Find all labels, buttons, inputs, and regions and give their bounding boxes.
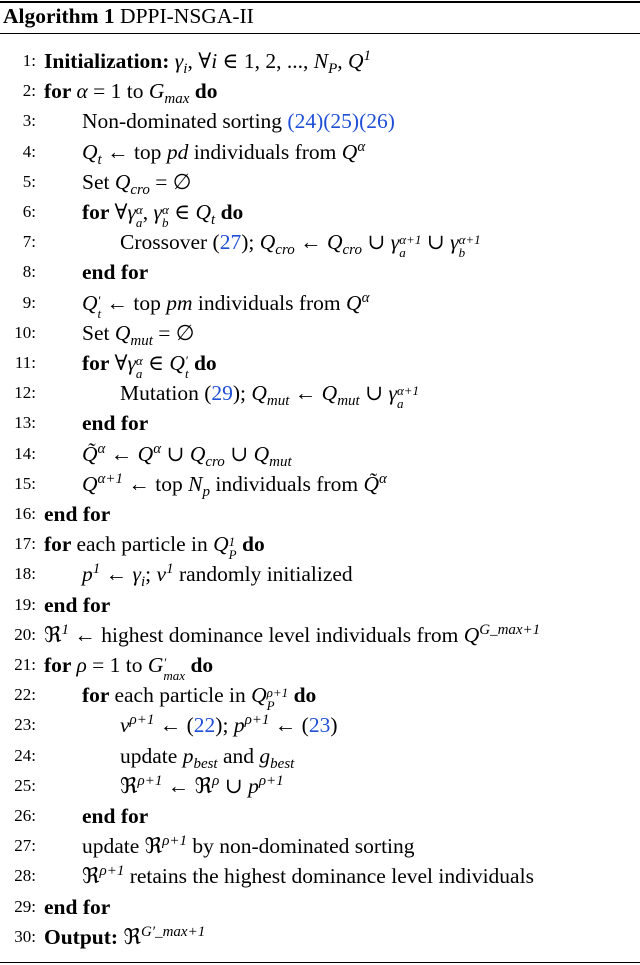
line-number: 7: — [22, 232, 36, 252]
line-content — [44, 892, 110, 922]
keyword: Output: — [44, 924, 124, 949]
math-symbol: γ — [132, 562, 141, 587]
text: ← — [294, 230, 327, 255]
text: ∪ — [219, 773, 249, 798]
subscript: mut — [337, 393, 360, 410]
superscript: α — [361, 289, 370, 306]
superscript: α — [135, 202, 143, 217]
line-content — [44, 499, 110, 529]
text: ∀ — [114, 200, 128, 224]
line-content — [82, 348, 217, 380]
subscript: b — [161, 215, 169, 230]
line-number: 26: — [14, 806, 36, 825]
line-number: 2: — [22, 81, 36, 101]
line-content — [44, 650, 213, 682]
line-content — [82, 197, 243, 229]
math-symbol: γ — [450, 230, 459, 255]
text: Set — [82, 320, 115, 345]
superscript: ρ+1 — [137, 772, 163, 789]
superscript: 1 — [61, 621, 70, 638]
line-number: 23: — [14, 715, 36, 735]
math-symbol: N — [313, 49, 329, 73]
math-symbol: ρ — [76, 653, 87, 677]
subscript: mut — [266, 393, 290, 410]
math-symbol: γ — [388, 381, 397, 406]
math-symbol: Q — [137, 441, 154, 466]
line-content — [82, 318, 195, 349]
line-number: 22: — [14, 685, 36, 705]
superscript: G′_max+1 — [140, 923, 206, 940]
text: ℜ — [82, 864, 100, 889]
superscript: α+1 — [399, 232, 422, 248]
line-number: 1: — [22, 51, 36, 70]
keyword: do — [236, 532, 265, 557]
superscript: 1 — [166, 561, 174, 578]
sup-sub-stack — [399, 233, 421, 259]
sup-sub-stack — [397, 384, 419, 410]
subscript: max — [164, 91, 190, 108]
line-number: 13: — [14, 413, 36, 433]
keyword: Initialization: — [44, 49, 175, 73]
sup-sub-stack — [163, 656, 185, 682]
line-number: 19: — [14, 594, 36, 614]
text: , — [142, 200, 154, 224]
line-number: 6: — [22, 202, 36, 221]
superscript: α — [357, 138, 366, 155]
keyword: do — [185, 653, 214, 677]
keyword: for — [82, 683, 115, 708]
superscript: ρ+1 — [244, 712, 270, 729]
text: = 1 to — [86, 653, 148, 677]
text: ℜ — [123, 924, 141, 949]
subscript: t — [97, 151, 102, 168]
line-number: 14: — [14, 443, 36, 463]
line-content — [82, 167, 191, 198]
text: ∈ 1, 2, ..., — [217, 49, 314, 73]
math-symbol: Q — [321, 381, 338, 406]
line-number: 12: — [14, 383, 36, 403]
math-symbol: v — [120, 713, 130, 738]
math-symbol: γ — [390, 230, 400, 255]
subscript: best — [193, 755, 218, 772]
text: ← ( — [269, 713, 309, 738]
text: ); — [215, 713, 234, 738]
math-symbol: Q — [253, 441, 270, 466]
math-symbol: Q — [169, 351, 185, 375]
sup-sub-stack — [459, 233, 481, 259]
text: ← highest dominance level individuals from — [69, 622, 464, 647]
text: , ∀ — [187, 49, 212, 73]
sup-sub-stack — [162, 203, 169, 229]
line-content — [120, 771, 284, 801]
equation-reference-link[interactable]: 29 — [211, 381, 233, 406]
subscript: a — [135, 366, 143, 381]
keyword: do — [189, 79, 218, 104]
sup-sub-stack — [136, 354, 143, 380]
superscript: α — [135, 353, 143, 368]
text: ; — [145, 562, 157, 587]
text: ∪ — [161, 441, 190, 466]
line-content — [120, 741, 294, 772]
subscript: t — [97, 305, 102, 321]
text: ∪ — [224, 441, 254, 466]
math-symbol: Q — [82, 290, 98, 315]
line-number: 4: — [22, 141, 36, 161]
math-symbol: Q — [114, 169, 131, 194]
text: ∪ — [361, 230, 391, 255]
math-symbol: Q — [82, 139, 98, 164]
text: each particle in — [114, 683, 252, 708]
text: ← top — [101, 139, 167, 164]
equation-reference-link[interactable]: 27 — [219, 230, 242, 255]
text: Crossover ( — [120, 230, 220, 255]
text: individuals from — [192, 290, 347, 315]
line-content — [82, 288, 369, 320]
superscript: ′ — [184, 353, 188, 368]
math-symbol: Q — [251, 381, 267, 406]
keyword: end for — [82, 411, 149, 436]
keyword: end for — [44, 502, 111, 526]
line-number: 27: — [14, 836, 36, 856]
math-symbol: α — [76, 79, 88, 104]
line-content — [82, 831, 415, 861]
line-content — [120, 227, 481, 259]
math-symbol: G — [147, 653, 164, 677]
equation-reference-link[interactable]: (25) — [323, 109, 360, 134]
line-content — [82, 106, 395, 136]
line-number: 10: — [14, 322, 36, 342]
equation-reference-link[interactable]: 23 — [308, 713, 331, 738]
math-symbol: γ — [127, 200, 136, 224]
math-symbol: Q — [195, 200, 212, 224]
math-symbol: p — [233, 713, 245, 738]
text: individuals from — [209, 471, 364, 496]
line-content — [82, 257, 148, 287]
text: , — [337, 49, 348, 73]
math-symbol: Q — [82, 471, 98, 496]
math-symbol: G — [148, 79, 165, 104]
superscript: ′ — [163, 655, 167, 670]
line-content — [44, 590, 110, 620]
subscript: a — [399, 245, 406, 261]
text: ← top — [123, 471, 189, 496]
math-symbol: Q — [347, 49, 364, 73]
subscript: P — [266, 698, 275, 714]
algorithm-name: DPPI-NSGA-II — [120, 4, 254, 28]
superscript: α+1 — [97, 470, 124, 487]
line-content — [44, 46, 371, 77]
text: ∀ — [114, 351, 128, 375]
text: ← — [105, 441, 138, 466]
subscript: P — [228, 547, 237, 563]
keyword: do — [288, 683, 317, 708]
superscript: ′ — [97, 292, 101, 308]
line-number: 15: — [14, 473, 36, 493]
line-number: 17: — [14, 534, 36, 554]
line-number: 5: — [22, 171, 36, 191]
text: individuals from — [188, 139, 342, 164]
line-number: 24: — [14, 745, 36, 765]
line-number: 8: — [22, 262, 36, 282]
math-symbol: pm — [166, 290, 193, 315]
sup-sub-stack — [136, 203, 143, 229]
subscript: i — [140, 574, 146, 591]
equation-reference-link[interactable]: (24) — [287, 109, 324, 134]
text: = 1 to — [87, 79, 149, 104]
text: Mutation ( — [120, 381, 212, 406]
math-symbol: pd — [166, 139, 189, 164]
subscript: max — [163, 668, 186, 683]
superscript: 1 — [92, 561, 101, 578]
line-content — [82, 680, 316, 712]
text: ← ℜ — [162, 773, 213, 798]
line-content — [82, 801, 148, 831]
text: each particle in — [76, 532, 214, 557]
text: randomly initialized — [173, 562, 353, 587]
text: ∪ — [421, 230, 451, 255]
subscript: i — [183, 61, 188, 77]
superscript: ρ+1 — [162, 833, 188, 850]
keyword: for — [44, 79, 77, 104]
text: ← top — [101, 290, 167, 315]
subscript: a — [396, 396, 404, 412]
math-symbol: p — [182, 743, 194, 768]
algorithm-title — [3, 4, 254, 29]
line-number: 21: — [14, 655, 36, 674]
text: and — [217, 743, 260, 768]
superscript: ρ+1 — [258, 772, 284, 789]
keyword: for — [44, 532, 77, 557]
top-rule — [0, 1, 640, 3]
keyword: for — [82, 351, 115, 375]
subscript: cro — [342, 242, 362, 259]
equation-reference-link[interactable]: 22 — [193, 713, 216, 738]
keyword: for — [44, 653, 77, 677]
superscript: ρ — [212, 772, 220, 789]
sup-sub-stack — [267, 686, 289, 712]
math-symbol: v — [156, 562, 167, 587]
text: ∈ — [168, 200, 196, 224]
line-number: 20: — [14, 624, 36, 644]
keyword: end for — [44, 894, 111, 919]
math-symbol: γ — [174, 49, 184, 73]
math-symbol: Q̃ — [82, 441, 98, 466]
line-content — [82, 408, 148, 438]
line-number: 16: — [14, 504, 36, 523]
keyword: end for — [82, 260, 149, 285]
math-symbol: N — [188, 471, 203, 496]
keyword: do — [215, 200, 244, 224]
text: update — [120, 743, 183, 768]
line-content — [82, 137, 365, 168]
line-content — [120, 710, 337, 740]
math-symbol: Q — [326, 230, 343, 255]
text: = ∅ — [152, 320, 195, 345]
line-number: 28: — [14, 866, 36, 886]
subscript: p — [202, 483, 210, 500]
math-symbol: Q — [251, 683, 267, 708]
text: update ℜ — [82, 834, 163, 859]
line-content — [44, 922, 205, 952]
line-number: 3: — [22, 111, 36, 131]
keyword: do — [188, 351, 217, 375]
math-symbol: Q — [341, 139, 358, 164]
subscript: cro — [130, 181, 150, 198]
superscript: ρ+1 — [266, 685, 289, 701]
subscript: t — [184, 366, 189, 381]
text: ); — [241, 230, 260, 255]
keyword: for — [82, 200, 115, 224]
text: ← — [289, 381, 322, 406]
math-symbol: Q — [114, 320, 131, 345]
line-number: 9: — [22, 292, 36, 312]
text: = ∅ — [149, 169, 192, 194]
text: Set — [82, 169, 115, 194]
math-symbol: γ — [153, 200, 162, 224]
subscript: a — [135, 215, 143, 230]
line-number: 30: — [14, 926, 36, 946]
superscript: α+1 — [458, 232, 481, 248]
subscript: t — [211, 212, 216, 228]
math-symbol: p — [82, 562, 93, 587]
superscript: ρ+1 — [99, 863, 125, 880]
text: by non-dominated sorting — [187, 834, 415, 859]
text: retains the highest dominance level individuals — [124, 864, 534, 889]
sup-sub-stack — [229, 535, 237, 561]
subscript: P — [328, 61, 338, 77]
superscript: 1 — [363, 48, 372, 64]
keyword: end for — [82, 804, 149, 828]
line-content — [82, 439, 292, 470]
math-symbol: Q̃ — [363, 471, 379, 496]
line-number: 29: — [14, 896, 36, 916]
subscript: cro — [205, 453, 225, 470]
math-symbol: Q — [259, 230, 276, 255]
text: ∪ — [359, 381, 389, 406]
line-content — [82, 559, 353, 590]
math-symbol: Q — [463, 622, 480, 647]
math-symbol: p — [248, 773, 259, 798]
text: ℜ — [120, 773, 138, 798]
subscript: best — [270, 755, 295, 772]
subscript: mut — [130, 332, 153, 349]
superscript: ρ+1 — [129, 712, 155, 729]
algorithm-label: Algorithm 1 — [3, 4, 115, 28]
text: ∈ — [142, 351, 170, 375]
subscript: cro — [275, 242, 295, 259]
math-symbol: g — [259, 743, 271, 768]
math-symbol: Q — [346, 290, 362, 315]
subscript: b — [458, 245, 466, 261]
line-content — [44, 76, 217, 107]
superscript: α — [379, 470, 387, 487]
superscript: α+1 — [396, 383, 420, 399]
text: ) — [330, 713, 338, 738]
text: ℜ — [44, 622, 62, 647]
math-symbol: Q — [213, 532, 229, 557]
superscript: G_max+1 — [479, 621, 541, 638]
superscript: α — [161, 202, 169, 217]
superscript: α — [153, 440, 162, 457]
line-content — [82, 861, 534, 891]
line-number: 11: — [14, 353, 36, 372]
math-symbol: γ — [127, 351, 136, 375]
text: ← ( — [154, 713, 194, 738]
line-number: 18: — [14, 564, 36, 584]
title-rule — [0, 33, 640, 34]
keyword: end for — [44, 592, 111, 617]
bottom-rule — [0, 962, 640, 963]
line-number: 25: — [14, 775, 36, 795]
subscript: mut — [269, 453, 292, 470]
math-symbol: Q — [189, 441, 206, 466]
superscript: 1 — [228, 534, 236, 550]
equation-reference-link[interactable]: (26) — [359, 109, 395, 134]
line-content — [44, 620, 540, 650]
text: ); — [232, 381, 252, 406]
text: ← — [100, 562, 133, 587]
superscript: α — [97, 440, 106, 457]
line-content — [82, 469, 387, 500]
line-content — [44, 529, 265, 561]
math-symbol: i — [211, 49, 218, 73]
text: Non-dominated sorting — [82, 109, 288, 134]
line-content — [120, 378, 419, 410]
